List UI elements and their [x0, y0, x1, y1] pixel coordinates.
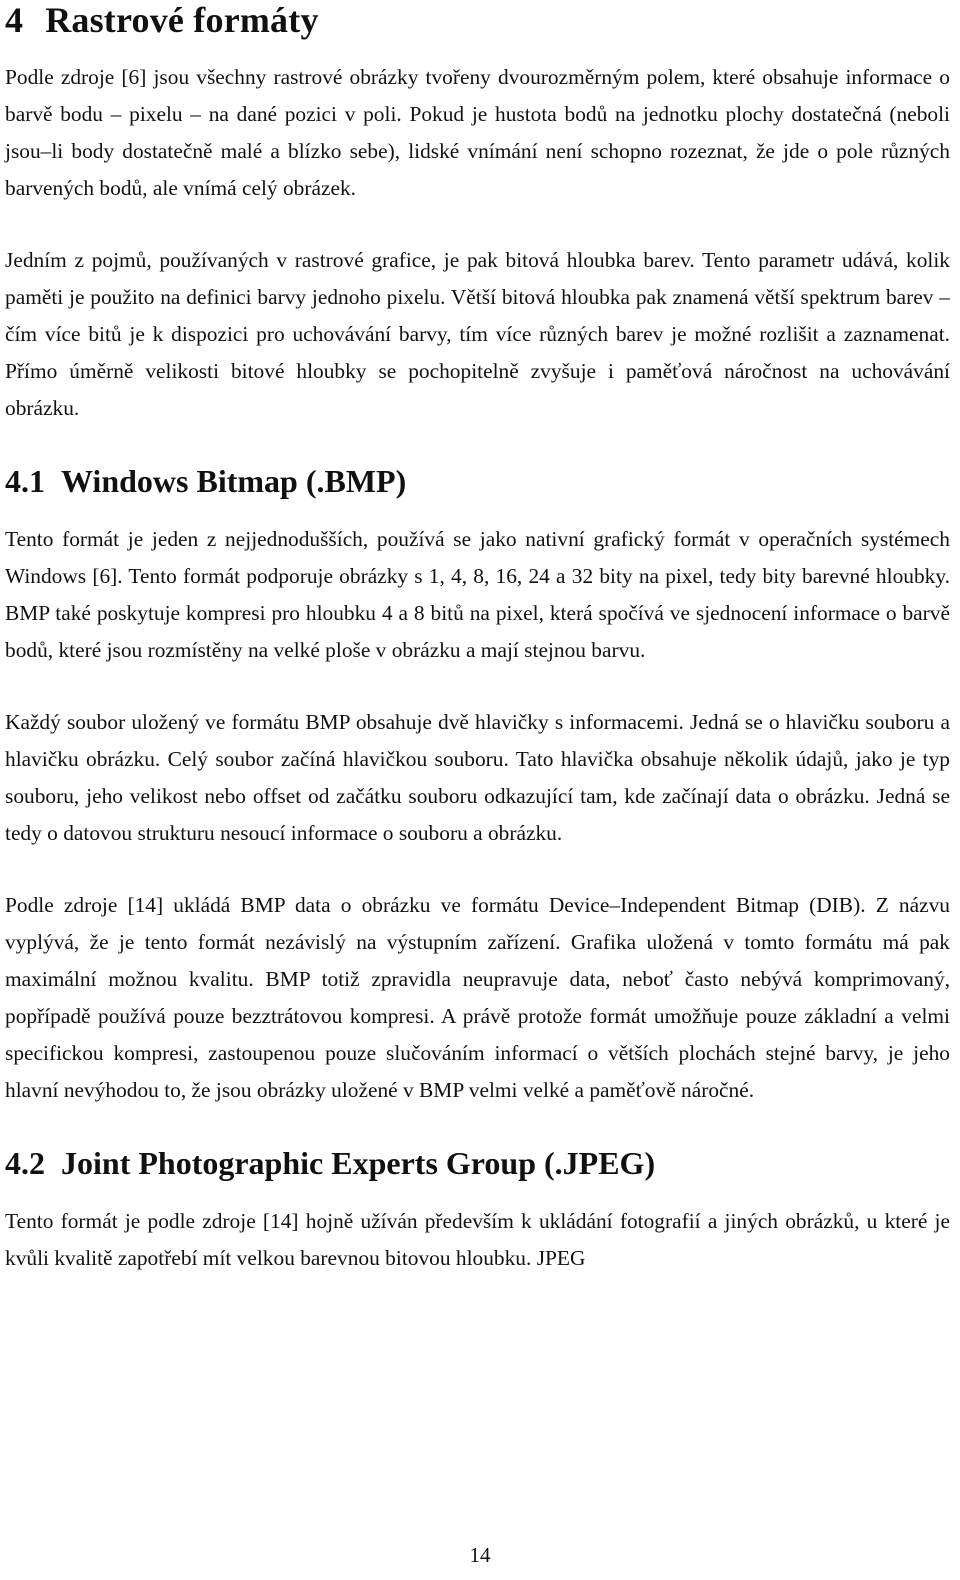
paragraph: Jedním z pojmů, používaných v rastrové grafice, je pak bitová hloubka barev. Tento parametr udává, kolik paměti je použito na definici barvy jednoho pixelu. Větší bitová hloubka pak znamená větší spektrum barev – čím více bitů je k dispozici pro uchovávání barvy, tím více různých barev je možné rozlišit a zaznamenat. Přímo úměrně velikosti bitové hloubky se pochopitelně zvyšuje i paměťová náročnost na uchovávání obrázku.	[5, 248, 950, 420]
chapter-title: Rastrové formáty	[45, 0, 319, 40]
chapter-number: 4	[5, 0, 24, 40]
paragraph: Tento formát je jeden z nejjednodušších, používá se jako nativní grafický formát v operačních systémech Windows [6]. Tento formát podporuje obrázky s 1, 4, 8, 16, 24 a 32 bity na pixel, tedy bity barevné hloubky. BMP také poskytuje kompresi pro hloubku 4 a 8 bitů na pixel, která spočívá ve sjednocení informace o barvě bodů, které jsou rozmístěny na velké ploše v obrázku a mají stejnou barvu.	[5, 527, 950, 662]
paragraph: Podle zdroje [14] ukládá BMP data o obrázku ve formátu Device–Independent Bitmap (DIB). Z názvu vyplývá, že je tento formát nezávislý na výstupním zařízení. Grafika uložená v tomto formátu má pak maximální možnou kvalitu. BMP totiž zpravidla neupravuje data, neboť často nebývá komprimovaný, popřípadě používá pouze bezztrátovou kompresi. A právě protože formát umožňuje pouze základní a velmi specifickou kompresi, zastoupenou pouze slučováním informací o větších plochách stejné barvy, je jeho hlavní nevýhodou to, že jsou obrázky uložené v BMP velmi velké a paměťově náročné.	[5, 893, 950, 1102]
section-heading	[5, 1143, 950, 1183]
paragraph: Tento formát je podle zdroje [14] hojně užíván především k ukládání fotografií a jiných obrázků, u které je kvůli kvalitě zapotřebí mít velkou barevnou bitovou hloubku. JPEG	[5, 1209, 950, 1270]
section-title: Windows Bitmap (.BMP)	[61, 463, 407, 499]
paragraph: Každý soubor uložený ve formátu BMP obsahuje dvě hlavičky s informacemi. Jedná se o hlavičku souboru a hlavičku obrázku. Celý soubor začíná hlavičkou souboru. Tato hlavička obsahuje několik údajů, jako je typ souboru, jeho velikost nebo offset od začátku souboru odkazující tam, kde začínají data o obrázku. Jedná se tedy o datovou strukturu nesoucí informace o souboru a obrázku.	[5, 710, 950, 845]
section-number: 4.2	[5, 1145, 45, 1181]
section-number: 4.1	[5, 463, 45, 499]
section-title: Joint Photographic Experts Group (.JPEG)	[61, 1145, 656, 1181]
section-heading	[5, 461, 950, 501]
chapter-heading	[5, 0, 950, 40]
paragraph: Podle zdroje [6] jsou všechny rastrové obrázky tvořeny dvourozměrným polem, které obsahuje informace o barvě bodu – pixelu – na dané pozici v poli. Pokud je hustota bodů na jednotku plochy dostatečná (neboli jsou–li body dostatečně malé a blízko sebe), lidské vnímání není schopno rozeznat, že jde o pole různých barvených bodů, ale vnímá celý obrázek.	[5, 65, 950, 200]
document-page	[5, 0, 950, 1277]
page-number: 14	[469, 1543, 491, 1567]
